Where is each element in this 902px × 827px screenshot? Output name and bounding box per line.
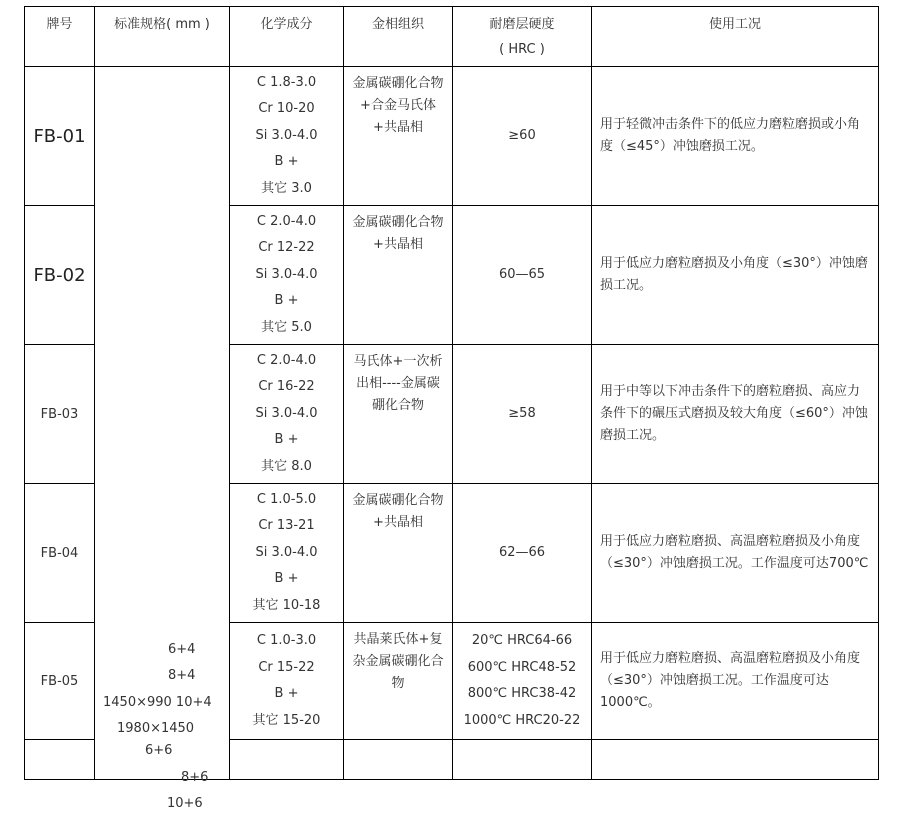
chem-line: C 1.0-5.0	[256, 491, 317, 507]
micro-cell: 马氏体+一次析出相----金属碳硼化合物	[344, 345, 453, 484]
use-cell: 用于中等以下冲击条件下的磨粒磨损、高应力条件下的碾压式磨损及较大角度（≤60°）冲蚀磨损工况。	[592, 345, 879, 484]
chem-line: Cr 16-22	[258, 379, 315, 395]
chem-line: Si 3.0-4.0	[255, 266, 318, 282]
hardness-line: 60—65	[498, 266, 546, 282]
grade-cell: FB-05	[25, 623, 95, 740]
spec-line: 6+6	[145, 743, 173, 758]
chem-line: 其它 8.0	[261, 458, 312, 474]
hardness-cell	[453, 206, 592, 345]
hardness-line: 800℃ HRC38-42	[467, 686, 577, 701]
chem-cell	[230, 345, 344, 484]
hardness-cell	[453, 623, 592, 740]
spec-line: 6+4	[168, 642, 196, 657]
hardness-line: 20℃ HRC64-66	[471, 633, 573, 648]
header-row	[25, 7, 879, 67]
spec-line: 1980×1450	[117, 721, 195, 736]
chem-line: Cr 10-20	[258, 101, 315, 117]
spec-line: 1450×990 10+4	[103, 695, 212, 710]
chem-line: Cr 15-22	[258, 659, 315, 675]
chem-line: C 1.8-3.0	[256, 74, 317, 90]
use-cell: 用于低应力磨粒磨损及小角度（≤30°）冲蚀磨损工况。	[592, 206, 879, 345]
hardness-line: ≥58	[508, 405, 536, 421]
chem-line: Cr 13-21	[258, 518, 315, 534]
chem-line: 其它 10-18	[252, 597, 321, 613]
hardness-line: 600℃ HRC48-52	[467, 659, 577, 675]
chem-line: B +	[274, 154, 299, 170]
micro-cell: 金属碳硼化合物+共晶相	[344, 484, 453, 623]
chem-cell	[230, 206, 344, 345]
use-cell: 用于低应力磨粒磨损、高温磨粒磨损及小角度（≤30°）冲蚀磨损工况。工作温度可达700℃	[592, 484, 879, 623]
chem-cell	[230, 484, 344, 623]
spec-line: 8+4	[168, 668, 196, 683]
chem-line: Si 3.0-4.0	[255, 544, 318, 560]
chem-cell	[230, 67, 344, 206]
chem-line: B +	[274, 686, 299, 701]
spec-table	[24, 6, 879, 811]
header-use: 使用工况	[592, 7, 879, 67]
spec-line: 10+6	[167, 796, 203, 811]
header-hardness	[453, 7, 592, 67]
micro-cell: 金属碳硼化合物+共晶相	[344, 206, 453, 345]
chem-line: B +	[274, 571, 299, 587]
chem-line: C 2.0-4.0	[256, 213, 317, 229]
grade-cell: FB-04	[25, 484, 95, 623]
chem-line: 其它 5.0	[261, 319, 312, 335]
micro-cell: 金属碳硼化合物+合金马氏体+共晶相	[344, 67, 453, 206]
use-cell: 用于轻微冲击条件下的低应力磨粒磨损或小角度（≤45°）冲蚀磨损工况。	[592, 67, 879, 206]
table-row	[25, 67, 879, 206]
header-hardness-line1: 耐磨层硬度	[489, 17, 555, 32]
header-grade: 牌号	[25, 7, 95, 67]
hardness-line: 1000℃ HRC20-22	[463, 712, 581, 728]
chem-line: B +	[274, 293, 299, 309]
chem-line: B +	[274, 432, 299, 448]
chem-line: Si 3.0-4.0	[255, 127, 318, 143]
hardness-cell	[453, 484, 592, 623]
spec-line: 8+6	[181, 770, 209, 785]
use-cell: 用于低应力磨粒磨损、高温磨粒磨损及小角度（≤30°）冲蚀磨损工况。工作温度可达1000℃。	[592, 623, 879, 740]
chem-line: Si 3.0-4.0	[255, 405, 318, 421]
spec-cell	[95, 67, 230, 811]
hardness-cell	[453, 345, 592, 484]
grade-cell: FB-01	[25, 67, 95, 206]
micro-cell: 共晶莱氏体+复杂金属碳硼化合物	[344, 623, 453, 740]
hardness-line: 62—66	[498, 544, 546, 560]
hardness-cell	[453, 67, 592, 206]
chem-cell	[230, 623, 344, 740]
chem-line: 其它 15-20	[252, 712, 321, 728]
header-chem: 化学成分	[230, 7, 344, 67]
hardness-line: ≥60	[508, 127, 536, 143]
grade-cell: FB-03	[25, 345, 95, 484]
chem-line: C 1.0-3.0	[256, 633, 317, 648]
header-hardness-line2: ( HRC )	[499, 42, 545, 57]
grade-cell: FB-02	[25, 206, 95, 345]
chem-line: C 2.0-4.0	[256, 352, 317, 368]
header-spec: 标准规格( mm )	[95, 7, 230, 67]
chem-line: Cr 12-22	[258, 240, 315, 256]
chem-line: 其它 3.0	[261, 180, 312, 196]
header-micro: 金相组织	[344, 7, 453, 67]
